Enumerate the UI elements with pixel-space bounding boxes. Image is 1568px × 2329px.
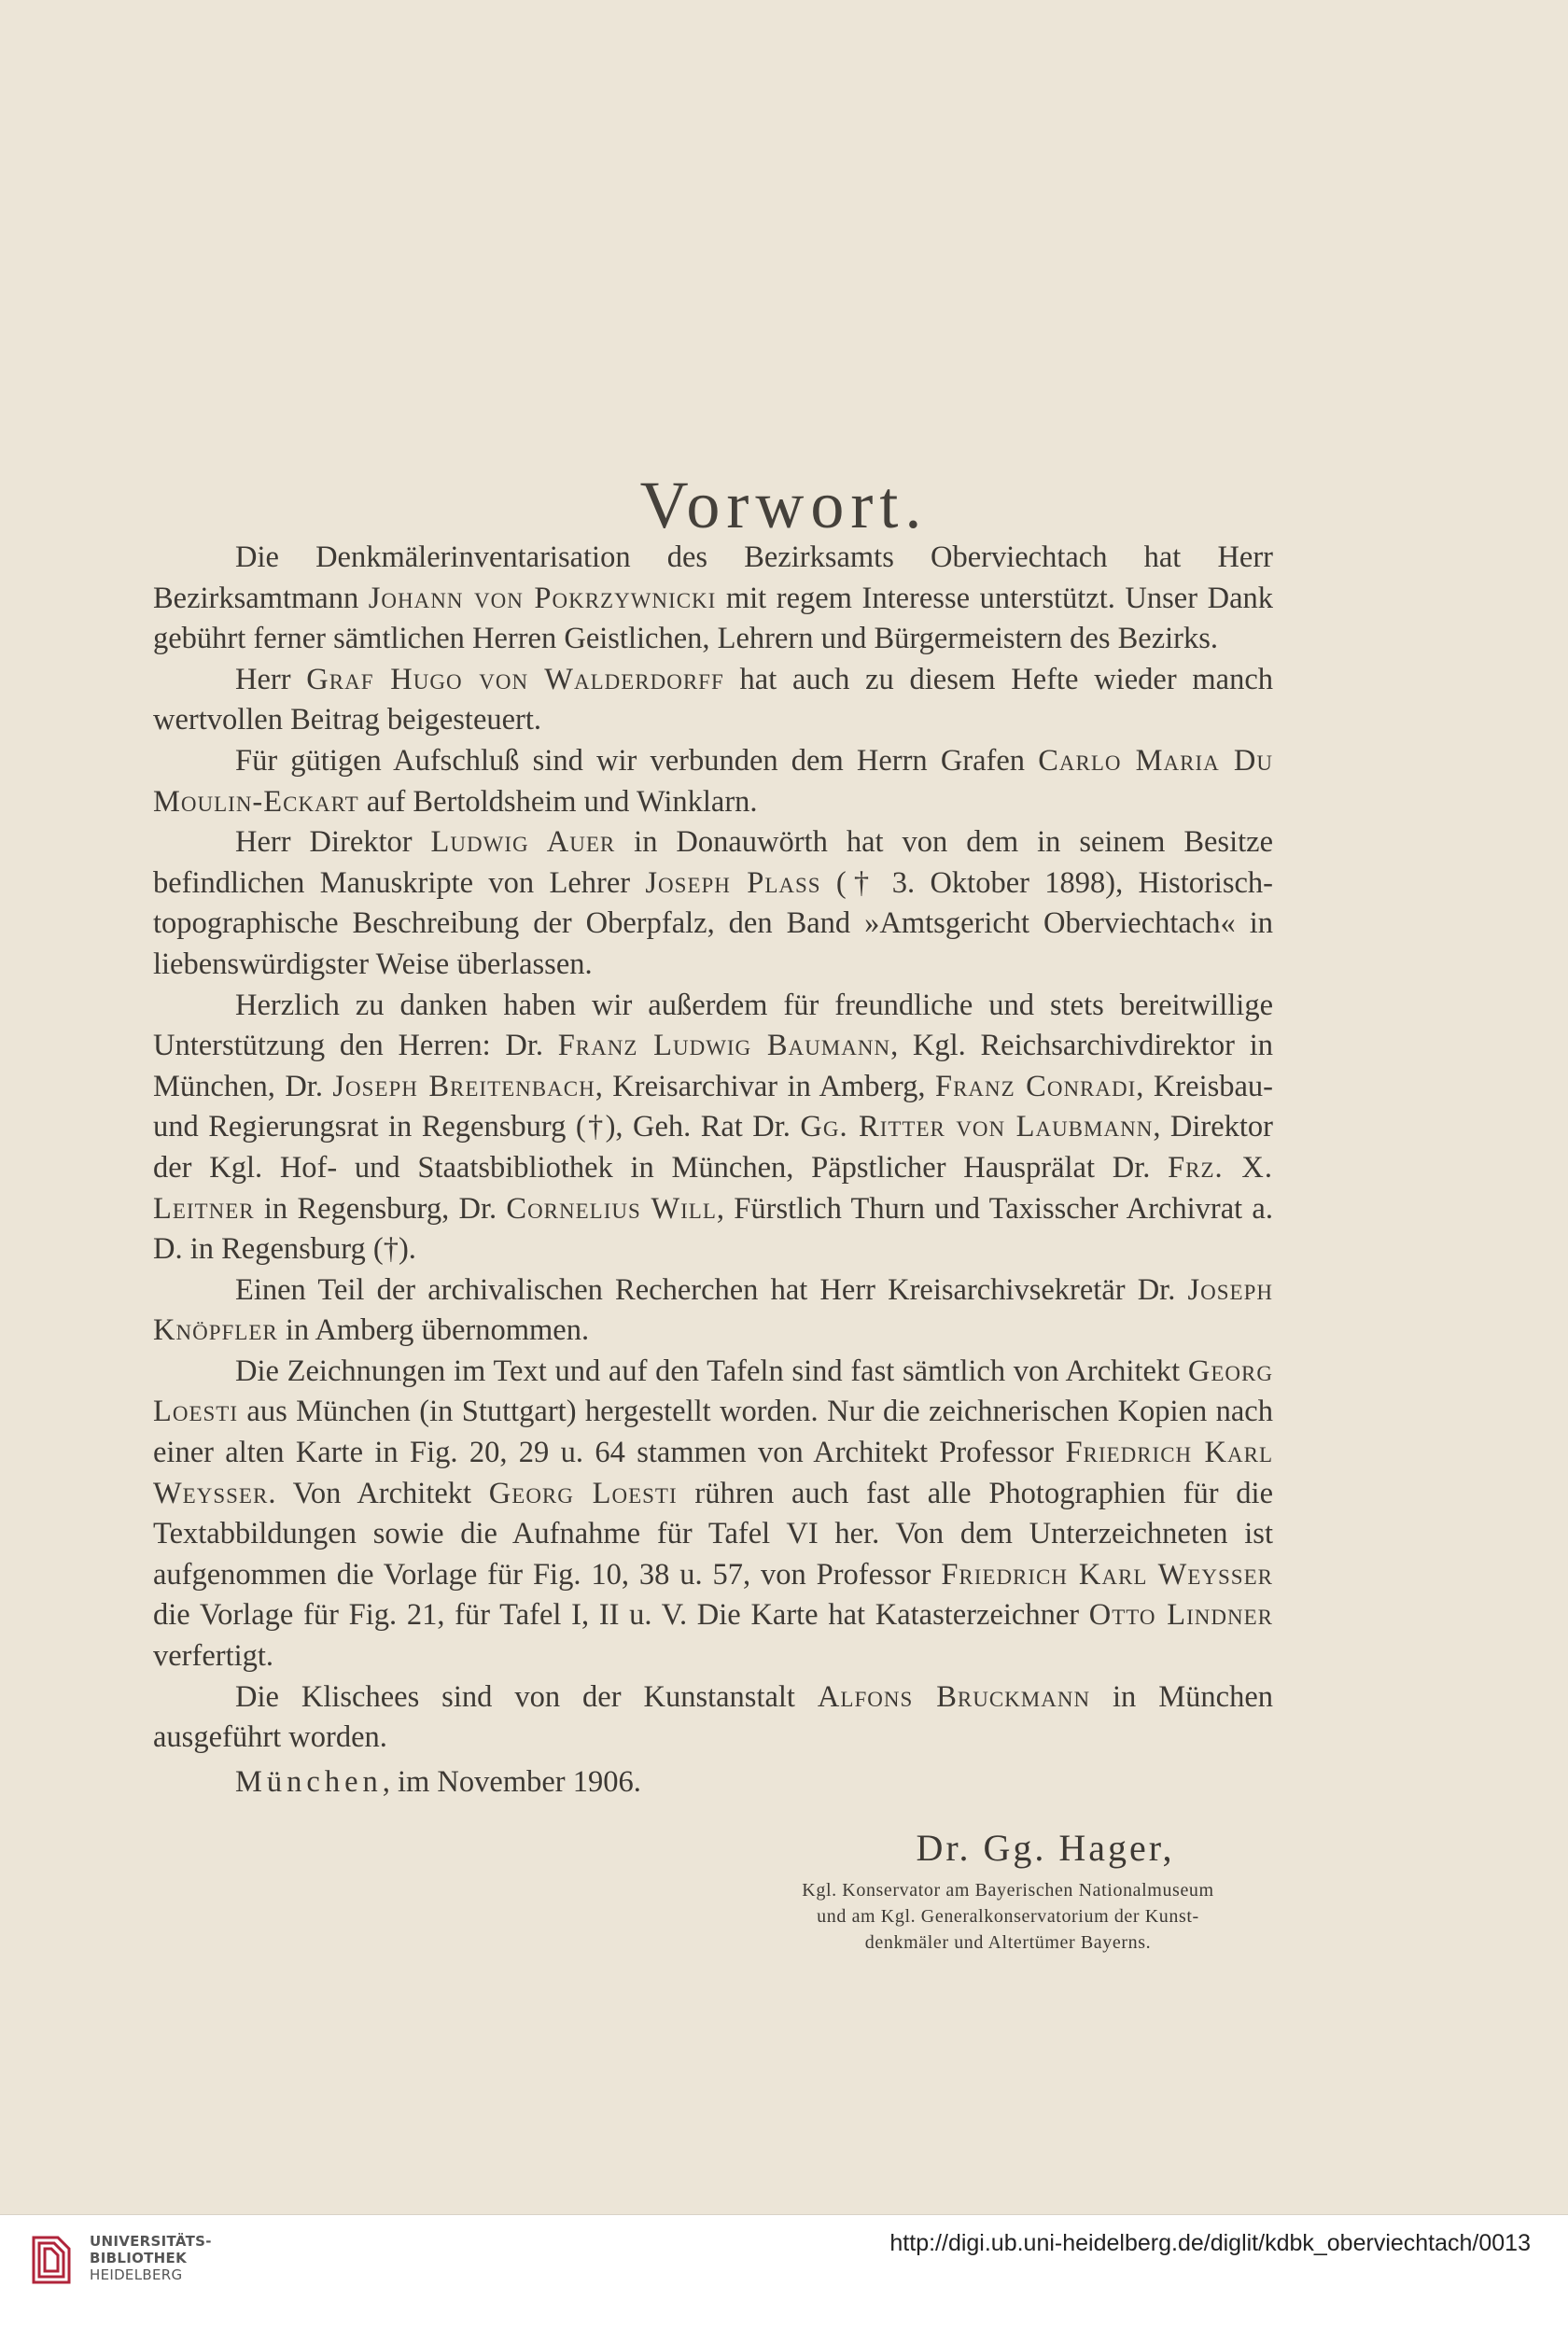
signature-line: denkmäler und Altertümer Bayerns. [864, 1932, 1152, 1953]
logo-line: BIBLIOTHEK [90, 2250, 187, 2266]
permalink-url[interactable]: http://digi.ub.uni-heidelberg.de/diglit/kdbk_oberviechtach/0013 [889, 2230, 1531, 2256]
person-name: Gg. Ritter von Laubmann [800, 1110, 1154, 1144]
person-name: Friedrich Karl Weysser [941, 1557, 1273, 1592]
paragraph-text: , Direktor der Kgl. Hof- und Staatsbibliothek in München, Päpstlicher Hausprälat Dr. [153, 1110, 1273, 1185]
paragraph-text: Einen Teil der archivalischen Recherchen hat Herr Kreisarchivsekretär Dr. [235, 1272, 1188, 1307]
paragraph-text: aus München (in Stuttgart) hergestellt worden. Nur die zeichnerischen Kopien nach einer alten Karte in Fig. 20, 29 u. 64 stammen von Architekt Professor [153, 1395, 1273, 1470]
paragraph-text: († 3. Oktober 1898), Historisch-topographische Beschreibung der Oberpfalz, den Band »Amtsgericht Oberviechtach« in liebenswürdigster Weise überlassen. [153, 865, 1273, 981]
paragraph-text: . Von Architekt [268, 1476, 489, 1510]
paragraph-text: rühren auch fast alle Photographien für die Textabbildungen sowie die Aufnahme für Tafel VI her. Von dem Unterzeichneten ist aufgenommen die Vorlage für Fig. 10, 38 u. 57, von Professor [153, 1476, 1273, 1592]
paragraph-text: , Fürstlich Thurn und Taxisscher Archivrat a. D. in Regensburg (†). [153, 1191, 1273, 1267]
paragraph-text: Die Denkmälerinventarisation des Bezirksamts Oberviechtach hat Herr Bezirksamtmann [153, 540, 1273, 615]
person-name: Alfons Bruckmann [817, 1679, 1091, 1714]
preface-paragraph [153, 538, 1273, 660]
person-name: Franz Conradi [935, 1069, 1137, 1103]
person-name: Otto Lindner [1088, 1598, 1273, 1633]
person-name: Frz. X. Leitner [153, 1150, 1273, 1226]
paragraph-text: Für gütigen Aufschluß sind wir verbunden dem Herrn Grafen [235, 743, 1039, 778]
paragraph-text: , Kgl. Reichsarchivdirektor in München, Dr. [153, 1029, 1273, 1103]
paragraph-text: in Regensburg, Dr. [254, 1191, 507, 1226]
signature-name: Dr. Gg. Hager, [916, 1827, 1175, 1869]
preface-paragraph [153, 822, 1273, 985]
paragraph-text: Herr [235, 662, 307, 696]
paragraph-text: Die Zeichnungen im Text und auf den Tafeln sind fast sämtlich von Architekt [235, 1354, 1188, 1388]
preface-paragraph [153, 1677, 1273, 1759]
preface-paragraph [153, 986, 1273, 1270]
preface-paragraph [153, 1270, 1273, 1352]
person-name: Ludwig Auer [430, 825, 616, 860]
paragraph-text: , Kreisbau- und Regierungsrat in Regensburg (†), Geh. Rat Dr. [153, 1069, 1274, 1144]
preface-body [153, 538, 1273, 1759]
paragraph-text: Herzlich zu danken haben wir außerdem für freundliche und stets bereitwillige Unterstützung den Herren: Dr. [153, 988, 1273, 1063]
paragraph-text: mit regem Interesse unterstützt. Unser Dank gebührt ferner sämtlichen Herren Geistlichen, Lehrern und Bürgermeistern des Bezirks. [153, 581, 1273, 656]
paragraph-text: Herr Direktor [235, 825, 431, 860]
paragraph-text: in Donauwörth hat von dem in seinem Besitze befindlichen Manuskripte von Lehrer [153, 825, 1273, 900]
person-name: Georg Loesti [153, 1354, 1273, 1429]
preface-paragraph [153, 741, 1273, 822]
paragraph-text: in München ausgeführt worden. [153, 1679, 1273, 1755]
logo-line: UNIVERSITÄTS- [90, 2233, 212, 2250]
person-name: Joseph Breitenbach [332, 1069, 595, 1103]
logo-line: HEIDELBERG [90, 2266, 183, 2283]
signature-titles [747, 1877, 1269, 1956]
paragraph-text: Die Klischees sind von der Kunstanstalt [235, 1679, 818, 1714]
person-name: Georg Loesti [488, 1476, 678, 1510]
signature-line: Kgl. Konservator am Bayerischen Nationalmuseum [802, 1880, 1214, 1901]
library-logo-text [90, 2233, 212, 2283]
place-date-line [235, 1765, 641, 1800]
date-text: , im November 1906. [382, 1765, 641, 1799]
page-title: Vorwort. [639, 468, 929, 543]
person-name: Cornelius Will [506, 1191, 717, 1226]
preface-paragraph [153, 660, 1273, 741]
preface-paragraph [153, 1352, 1273, 1677]
digitization-footer [0, 2214, 1568, 2329]
person-name: Friedrich Karl Weysser [153, 1436, 1273, 1510]
paragraph-text: , Kreisarchivar in Amberg, [595, 1069, 936, 1103]
person-name: Carlo Maria Du Moulin-Eckart [153, 743, 1273, 819]
place-name: München [235, 1765, 383, 1799]
person-name: Graf Hugo von Walderdorff [306, 662, 724, 696]
person-name: Franz Ludwig Baumann [557, 1029, 891, 1063]
paragraph-text: verfertigt. [153, 1639, 274, 1674]
person-name: Joseph Plass [645, 865, 821, 900]
paragraph-text: hat auch zu diesem Hefte wieder manch wertvollen Beitrag beigesteuert. [153, 662, 1274, 737]
paragraph-text: in Amberg übernommen. [277, 1313, 590, 1348]
signature-line: und am Kgl. Generalkonservatorium der Kunst- [817, 1906, 1199, 1927]
library-logo-icon [21, 2230, 80, 2290]
person-name: Joseph Knöpfler [153, 1272, 1273, 1348]
paragraph-text: auf Bertoldsheim und Winklarn. [358, 784, 758, 819]
paragraph-text: die Vorlage für Fig. 21, für Tafel I, II u. V. Die Karte hat Katasterzeichner [153, 1598, 1089, 1633]
person-name: Johann von Pokrzywnicki [368, 581, 717, 615]
